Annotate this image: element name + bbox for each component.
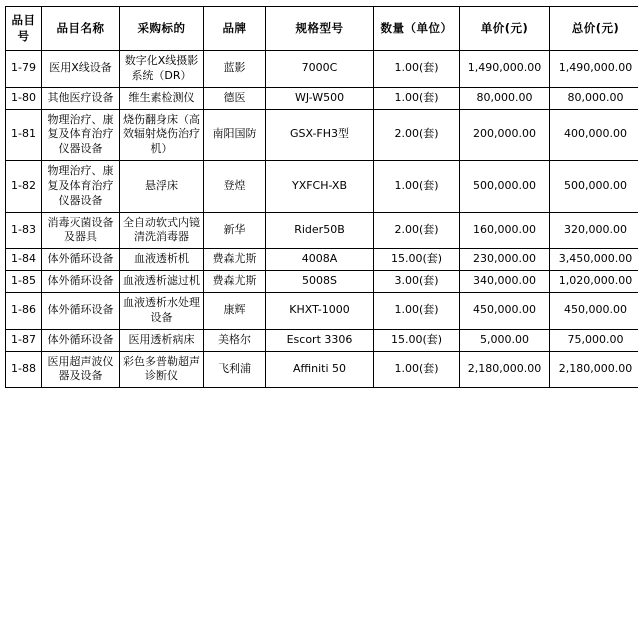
cell-brand: 康辉: [204, 293, 266, 330]
cell-model: GSX-FH3型: [266, 109, 374, 161]
cell-unit-price: 230,000.00: [460, 249, 550, 271]
cell-procurement-target: 全自动软式内镜清洗消毒器: [120, 212, 204, 249]
cell-item-name: 消毒灭菌设备及器具: [42, 212, 120, 249]
cell-total-price: 80,000.00: [550, 87, 638, 109]
cell-model: WJ-W500: [266, 87, 374, 109]
cell-brand: 登煌: [204, 161, 266, 213]
cell-quantity: 2.00(套): [374, 109, 460, 161]
table-row: [6, 249, 638, 271]
table-header: [6, 7, 638, 51]
cell-quantity: 1.00(套): [374, 51, 460, 88]
cell-brand: 美格尔: [204, 329, 266, 351]
cell-item-no: 1-84: [6, 249, 42, 271]
table-row: [6, 271, 638, 293]
cell-model: Escort 3306: [266, 329, 374, 351]
table-row: [6, 87, 638, 109]
cell-unit-price: 450,000.00: [460, 293, 550, 330]
cell-quantity: 1.00(套): [374, 161, 460, 213]
cell-procurement-target: 血液透析滤过机: [120, 271, 204, 293]
cell-item-name: 物理治疗、康复及体育治疗仪器设备: [42, 109, 120, 161]
cell-quantity: 15.00(套): [374, 329, 460, 351]
cell-quantity: 1.00(套): [374, 87, 460, 109]
cell-item-no: 1-85: [6, 271, 42, 293]
column-header-quantity: 数量（单位）: [374, 7, 460, 51]
cell-item-name: 医用超声波仪器及设备: [42, 351, 120, 388]
cell-item-no: 1-79: [6, 51, 42, 88]
cell-item-no: 1-80: [6, 87, 42, 109]
column-header-brand: 品牌: [204, 7, 266, 51]
cell-procurement-target: 数字化X线摄影系统（DR）: [120, 51, 204, 88]
cell-brand: 新华: [204, 212, 266, 249]
cell-item-no: 1-82: [6, 161, 42, 213]
cell-item-name: 体外循环设备: [42, 271, 120, 293]
cell-unit-price: 160,000.00: [460, 212, 550, 249]
cell-brand: 费森尤斯: [204, 249, 266, 271]
cell-total-price: 1,490,000.00: [550, 51, 638, 88]
cell-total-price: 400,000.00: [550, 109, 638, 161]
cell-procurement-target: 烧伤翻身床（高效辐射烧伤治疗机）: [120, 109, 204, 161]
cell-model: Rider50B: [266, 212, 374, 249]
cell-total-price: 1,020,000.00: [550, 271, 638, 293]
table-row: [6, 212, 638, 249]
cell-item-no: 1-88: [6, 351, 42, 388]
cell-unit-price: 80,000.00: [460, 87, 550, 109]
column-header-unit-price: 单价(元): [460, 7, 550, 51]
procurement-table: [5, 6, 638, 388]
column-header-total-price: 总价(元): [550, 7, 638, 51]
cell-unit-price: 340,000.00: [460, 271, 550, 293]
cell-item-name: 体外循环设备: [42, 293, 120, 330]
cell-item-no: 1-87: [6, 329, 42, 351]
table-row: [6, 329, 638, 351]
cell-procurement-target: 血液透析水处理设备: [120, 293, 204, 330]
cell-brand: 南阳国防: [204, 109, 266, 161]
cell-procurement-target: 维生素检测仪: [120, 87, 204, 109]
table-row: [6, 161, 638, 213]
cell-quantity: 2.00(套): [374, 212, 460, 249]
cell-quantity: 15.00(套): [374, 249, 460, 271]
cell-model: Affiniti 50: [266, 351, 374, 388]
cell-total-price: 500,000.00: [550, 161, 638, 213]
table-row: [6, 293, 638, 330]
column-header-item-name: 品目名称: [42, 7, 120, 51]
cell-total-price: 450,000.00: [550, 293, 638, 330]
cell-model: 4008A: [266, 249, 374, 271]
cell-unit-price: 1,490,000.00: [460, 51, 550, 88]
cell-total-price: 3,450,000.00: [550, 249, 638, 271]
column-header-procurement-target: 采购标的: [120, 7, 204, 51]
table-row: [6, 51, 638, 88]
column-header-item-no: 品目号: [6, 7, 42, 51]
cell-unit-price: 500,000.00: [460, 161, 550, 213]
cell-brand: 蓝影: [204, 51, 266, 88]
cell-brand: 德医: [204, 87, 266, 109]
column-header-model: 规格型号: [266, 7, 374, 51]
cell-brand: 飞利浦: [204, 351, 266, 388]
cell-model: 5008S: [266, 271, 374, 293]
cell-item-no: 1-86: [6, 293, 42, 330]
cell-model: 7000C: [266, 51, 374, 88]
cell-model: KHXT-1000: [266, 293, 374, 330]
cell-quantity: 3.00(套): [374, 271, 460, 293]
table-body: [6, 51, 638, 388]
cell-model: YXFCH-XB: [266, 161, 374, 213]
cell-unit-price: 5,000.00: [460, 329, 550, 351]
cell-quantity: 1.00(套): [374, 293, 460, 330]
table-row: [6, 109, 638, 161]
cell-procurement-target: 医用透析病床: [120, 329, 204, 351]
cell-procurement-target: 彩色多普勒超声诊断仪: [120, 351, 204, 388]
cell-item-name: 医用X线设备: [42, 51, 120, 88]
cell-item-name: 体外循环设备: [42, 329, 120, 351]
table-header-row: [6, 7, 638, 51]
cell-item-name: 体外循环设备: [42, 249, 120, 271]
cell-item-name: 物理治疗、康复及体育治疗仪器设备: [42, 161, 120, 213]
cell-item-no: 1-81: [6, 109, 42, 161]
cell-procurement-target: 血液透析机: [120, 249, 204, 271]
cell-item-name: 其他医疗设备: [42, 87, 120, 109]
cell-unit-price: 2,180,000.00: [460, 351, 550, 388]
cell-procurement-target: 悬浮床: [120, 161, 204, 213]
cell-quantity: 1.00(套): [374, 351, 460, 388]
cell-brand: 费森尤斯: [204, 271, 266, 293]
cell-item-no: 1-83: [6, 212, 42, 249]
table-row: [6, 351, 638, 388]
cell-total-price: 320,000.00: [550, 212, 638, 249]
cell-total-price: 2,180,000.00: [550, 351, 638, 388]
cell-unit-price: 200,000.00: [460, 109, 550, 161]
cell-total-price: 75,000.00: [550, 329, 638, 351]
